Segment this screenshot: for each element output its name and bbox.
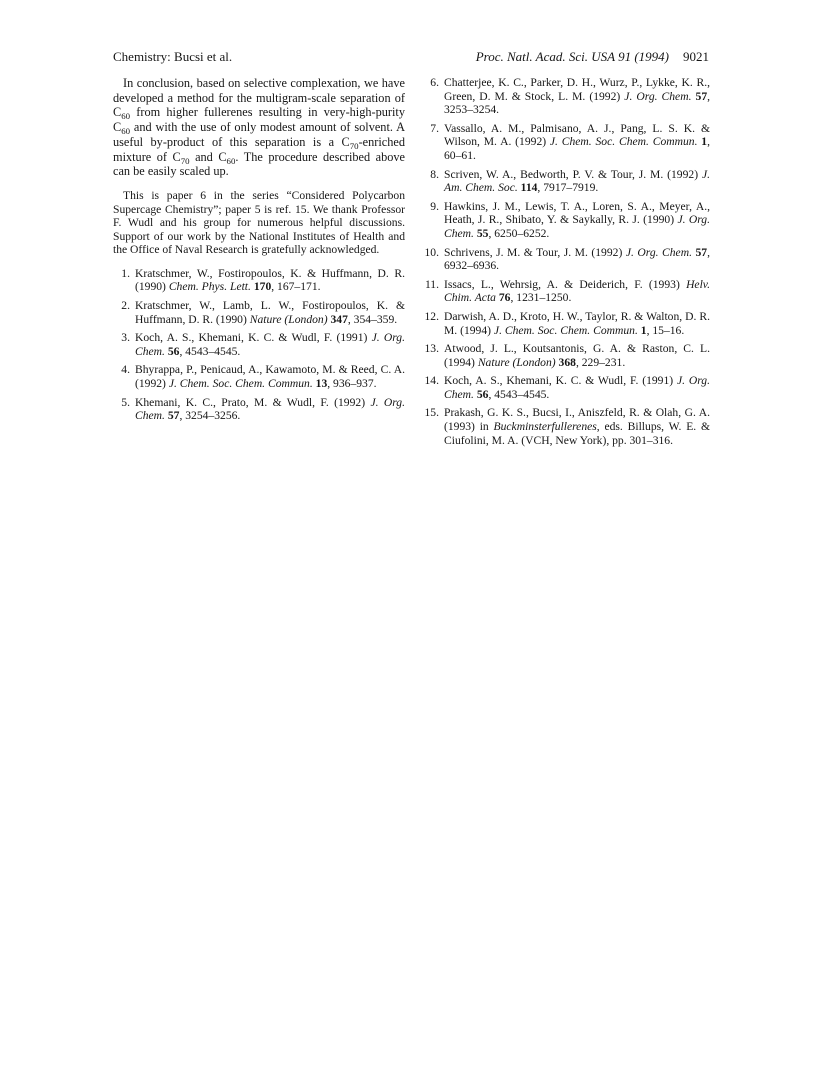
reference-list-left [113,267,405,423]
reference-item: 12. Darwish, A. D., Kroto, H. W., Taylor, R. & Walton, D. R. M. (1994) J. Chem. Soc. Chem. Commun. 1, 15–16. [424,309,710,337]
reference-item: 9. Hawkins, J. M., Lewis, T. A., Loren, S. A., Meyer, A., Heath, J. R., Shibato, Y. & Saykally, R. J. (1990) J. Org. Chem. 55, 6250–6252. [430,199,710,240]
reference-item: 2. Kratschmer, W., Lamb, L. W., Fostiropoulos, K. & Huffmann, D. R. (1990) Nature (London) 347, 354–359. [121,299,405,326]
reference-item: 13. Atwood, J. L., Koutsantonis, G. A. & Raston, C. L. (1994) Nature (London) 368, 229–231. [424,342,710,369]
reference-item: 11. Issacs, L., Wehrsig, A. & Deiderich, F. (1993) Helv. Chim. Acta 76, 1231–1250. [424,277,710,305]
reference-item: 7. Vassallo, A. M., Palmisano, A. J., Pang, L. S. K. & Wilson, M. A. (1992) J. Chem. Soc. Chem. Commun. 1, 60–61. [430,121,710,162]
page-number: 9021 [683,49,709,64]
running-header-authors: Chemistry: Bucsi et al. [113,49,233,64]
reference-item: 5. Khemani, K. C., Prato, M. & Wudl, F. (1992) J. Org. Chem. 57, 3254–3256. [121,395,406,423]
journal-citation: Proc. Natl. Acad. Sci. USA 91 (1994) [475,49,669,64]
conclusion-paragraph: In conclusion, based on selective complexation, we have developed a method for the multigram-scale separation of $C_{60}$ from higher fullerenes resulting in very-high-purity $C_{60}$ and with the use of only modest amount of solvent. A useful by-product of this separation is a $C_{70}$-enriched mixture of $C_{70}$ and $C_{60}$. The procedure described above can be easily scaled up. [113,76,406,179]
reference-item: 15. Prakash, G. K. S., Bucsi, I., Aniszfeld, R. & Olah, G. A. (1993) in Buckminsterfullerenes, eds. Billups, W. E. & Ciufolini, M. A. (VCH, New York), pp. 301–316. [424,406,710,447]
reference-item: 4. Bhyrappa, P., Penicaud, A., Kawamoto, M. & Reed, C. A. (1992) J. Chem. Soc. Chem. Commun. 13, 936–937. [121,363,405,391]
reference-item: 10. Schrivens, J. M. & Tour, J. M. (1992) J. Org. Chem. 57, 6932–6936. [424,245,710,273]
reference-item: 8. Scriven, W. A., Bedworth, P. V. & Tour, J. M. (1992) J. Am. Chem. Soc. 114, 7917–7919. [430,167,710,195]
running-header-right [476,47,709,67]
right-column [422,76,710,452]
running-header [113,47,709,67]
left-column [113,76,405,428]
acknowledgment-paragraph: This is paper 6 in the series “Considered Polycarbon Supercage Chemistry”; paper 5 is ref. 15. We thank Professor F. Wudl and his group for numerous helpful discussions. Support of our work by the National Institutes of Health and the Office of Naval Research is gratefully acknowledged. [113,188,405,257]
reference-item: 6. Chatterjee, K. C., Parker, D. H., Wurz, P., Lykke, K. R., Green, D. M. & Stock, L. M. (1992) J. Org. Chem. 57, 3253–3254. [430,76,711,117]
reference-item: 3. Koch, A. S., Khemani, K. C. & Wudl, F. (1991) J. Org. Chem. 56, 4543–4545. [121,331,405,358]
reference-item: 1. Kratschmer, W., Fostiropoulos, K. & Huffmann, D. R. (1990) Chem. Phys. Lett. 170, 167–171. [121,266,405,294]
reference-list-right [422,76,710,447]
reference-item: 14. Koch, A. S., Khemani, K. C. & Wudl, F. (1991) J. Org. Chem. 56, 4543–4545. [424,374,711,401]
